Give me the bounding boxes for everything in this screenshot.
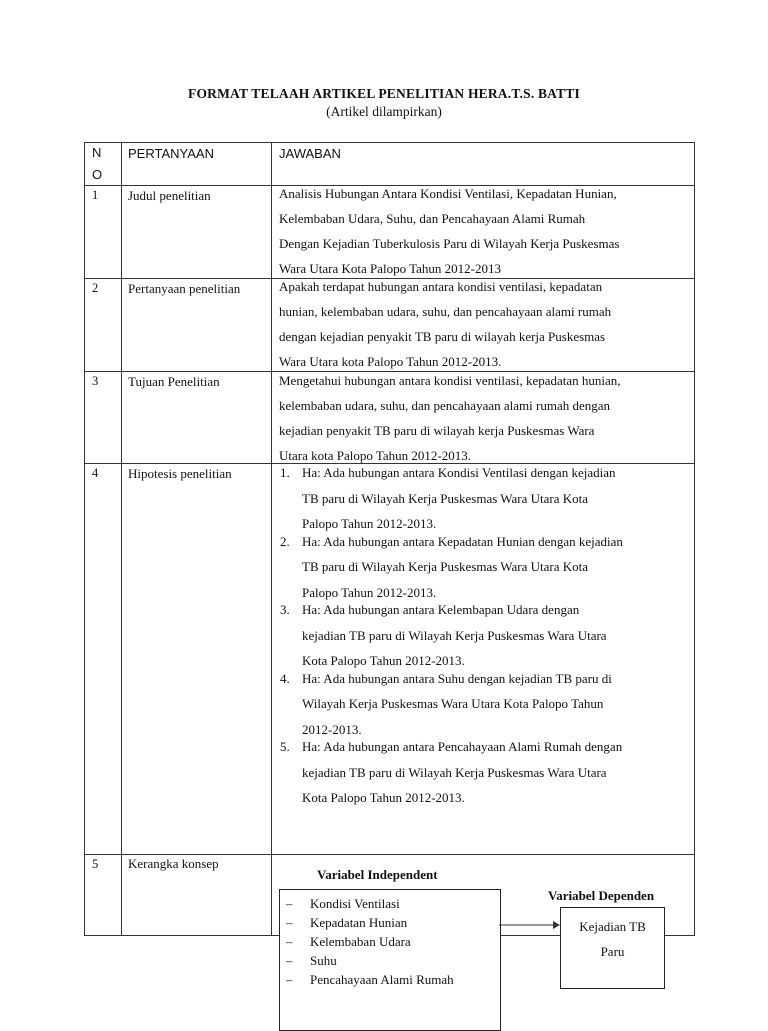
independent-variable-list — [280, 890, 500, 989]
row-number: 1 — [92, 188, 99, 202]
hypothesis-line: Palopo Tahun 2012-2013. — [302, 516, 437, 531]
variable-text: Kelembaban Udara — [310, 934, 411, 949]
independent-variable — [280, 894, 500, 913]
hypothesis-list — [280, 460, 692, 811]
hypothesis-item — [280, 597, 692, 674]
hypothesis-line: Wilayah Kerja Puskesmas Wara Utara Kota Palopo Tahun — [302, 696, 604, 711]
dash-bullet: – — [286, 934, 293, 949]
row-answer — [279, 368, 691, 468]
row-number: 3 — [92, 374, 99, 388]
hypothesis-line: Ha: Ada hubungan antara Suhu dengan kejadian TB paru di — [302, 670, 612, 686]
dependent-variable-label: Variabel Dependen — [548, 888, 655, 903]
hypothesis-number: 2. — [280, 533, 290, 549]
answer-line: kelembaban udara, suhu, dan pencahayaan alami rumah dengan — [279, 398, 610, 413]
answer-line: Apakah terdapat hubungan antara kondisi ventilasi, kepadatan — [279, 279, 603, 294]
answer-line: Wara Utara kota Palopo Tahun 2012-2013. — [279, 354, 502, 369]
dash-bullet: – — [286, 972, 293, 987]
row-answer — [279, 274, 691, 374]
document-title: FORMAT TELAAH ARTIKEL PENELITIAN HERA.T.S. BATTI — [188, 86, 580, 101]
header-no-line2: O — [92, 167, 103, 182]
independent-variable — [280, 932, 500, 951]
hypothesis-line: TB paru di Wilayah Kerja Puskesmas Wara Utara Kota — [302, 490, 589, 506]
hypothesis-number: 4. — [280, 670, 290, 686]
table-border-right — [694, 142, 695, 936]
hypothesis-line: kejadian TB paru di Wilayah Kerja Puskesmas Wara Utara — [302, 764, 607, 780]
hypothesis-line: Ha: Ada hubungan antara Kelembapan Udara dengan — [302, 602, 580, 617]
header-no-line1: N — [92, 145, 102, 160]
independent-variable — [280, 970, 500, 989]
hypothesis-number: 3. — [280, 602, 290, 617]
row-answer — [279, 181, 691, 281]
answer-line: Kelembaban Udara, Suhu, dan Pencahayaan Alami Rumah — [279, 211, 586, 226]
row-number: 5 — [92, 857, 99, 871]
hypothesis-line: Kota Palopo Tahun 2012-2013. — [302, 790, 465, 805]
relationship-arrow — [499, 918, 561, 932]
document-subtitle: (Artikel dilampirkan) — [326, 104, 442, 119]
dependent-variable — [561, 908, 664, 964]
hypothesis-line: Kota Palopo Tahun 2012-2013. — [302, 653, 465, 668]
hypothesis-line: Palopo Tahun 2012-2013. — [302, 584, 437, 600]
answer-line: hunian, kelembaban udara, suhu, dan pencahayaan alami rumah — [279, 304, 612, 319]
row-question: Hipotesis penelitian — [128, 466, 232, 481]
dependent-variable-line: Kejadian TB — [579, 919, 646, 934]
column-divider — [271, 142, 272, 936]
hypothesis-item — [280, 734, 692, 811]
hypothesis-item — [280, 666, 692, 743]
hypothesis-number: 1. — [280, 465, 290, 480]
hypothesis-line: TB paru di Wilayah Kerja Puskesmas Wara Utara Kota — [302, 559, 589, 574]
header-answer: JAWABAN — [279, 146, 341, 161]
row-question: Tujuan Penelitian — [128, 374, 220, 389]
hypothesis-item — [280, 460, 692, 537]
answer-line: Analisis Hubungan Antara Kondisi Ventilasi, Kepadatan Hunian, — [279, 186, 617, 201]
dash-bullet: – — [286, 896, 293, 911]
hypothesis-line: Ha: Ada hubungan antara Pencahayaan Alami Rumah dengan — [302, 739, 623, 754]
dependent-variable-box — [560, 907, 665, 989]
variable-text: Kepadatan Hunian — [310, 915, 408, 930]
variable-text: Suhu — [310, 953, 337, 968]
variable-text: Kondisi Ventilasi — [310, 896, 400, 911]
header-no — [92, 142, 118, 186]
hypothesis-line: Ha: Ada hubungan antara Kondisi Ventilasi dengan kejadian — [302, 465, 616, 480]
independent-variable — [280, 951, 500, 970]
header-question: PERTANYAAN — [128, 146, 214, 161]
answer-line: dengan kejadian penyakit TB paru di wilayah kerja Puskesmas — [279, 329, 606, 344]
table-border-left — [84, 142, 85, 936]
column-divider — [121, 142, 122, 936]
dependent-variable-line: Paru — [600, 944, 625, 959]
hypothesis-number: 5. — [280, 739, 290, 754]
independent-variable — [280, 913, 500, 932]
answer-line: Mengetahui hubungan antara kondisi ventilasi, kepadatan hunian, — [279, 373, 621, 388]
answer-line: Wara Utara Kota Palopo Tahun 2012-2013 — [279, 261, 501, 276]
hypothesis-line: Ha: Ada hubungan antara Kepadatan Hunian dengan kejadian — [302, 533, 623, 549]
row-question: Judul penelitian — [128, 188, 211, 203]
row-question: Pertanyaan penelitian — [128, 281, 241, 296]
row-question: Kerangka konsep — [128, 856, 219, 871]
hypothesis-item — [280, 529, 692, 606]
variable-text: Pencahayaan Alami Rumah — [310, 972, 454, 987]
hypothesis-line: 2012-2013. — [302, 721, 362, 737]
hypothesis-line: kejadian TB paru di Wilayah Kerja Puskesmas Wara Utara — [302, 627, 607, 643]
dash-bullet: – — [286, 953, 293, 968]
independent-variables-box — [279, 889, 501, 1031]
row-number: 4 — [92, 466, 99, 480]
dash-bullet: – — [286, 915, 293, 930]
answer-line: Utara kota Palopo Tahun 2012-2013. — [279, 448, 472, 463]
row-number: 2 — [92, 281, 99, 295]
independent-variable-label: Variabel Independent — [317, 867, 438, 882]
answer-line: kejadian penyakit TB paru di wilayah kerja Puskesmas Wara — [279, 423, 595, 438]
answer-line: Dengan Kejadian Tuberkulosis Paru di Wilayah Kerja Puskesmas — [279, 236, 620, 251]
